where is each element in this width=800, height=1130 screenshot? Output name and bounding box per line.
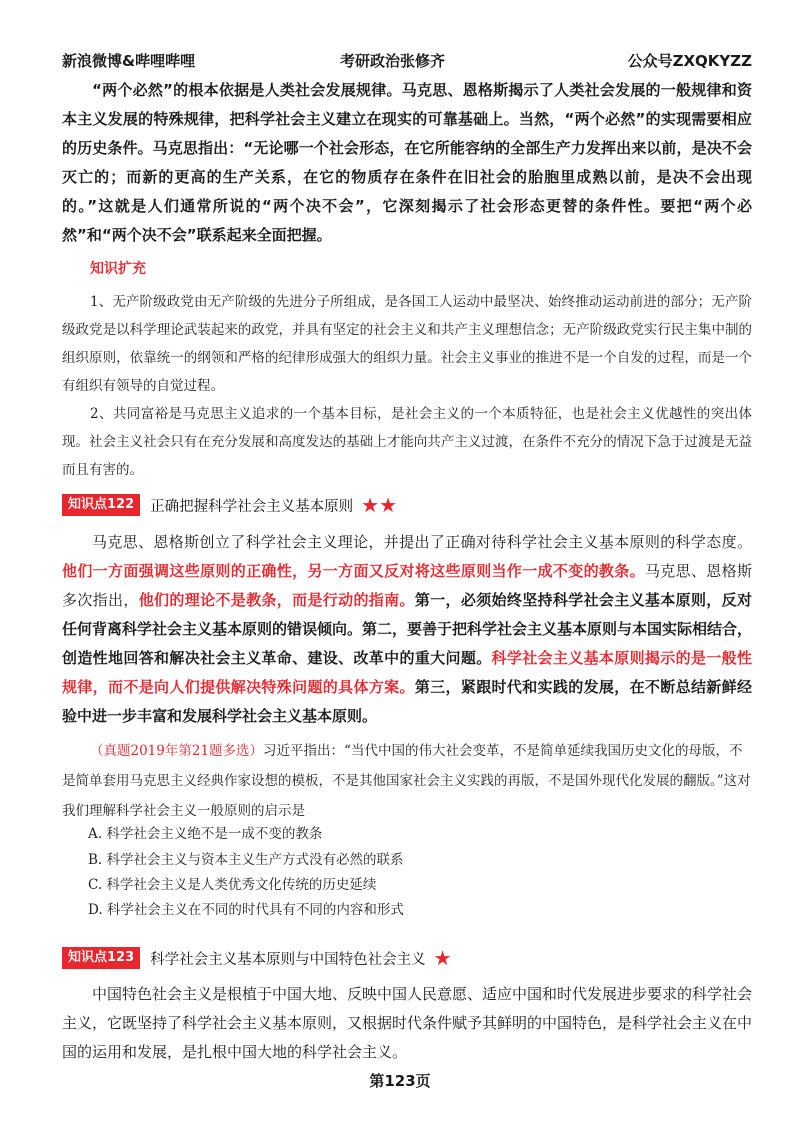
- option-b: B. 科学社会主义与资本主义生产方式没有必然的联系: [88, 852, 404, 868]
- question-stem: [62, 736, 752, 826]
- kp123-title: 科学社会主义基本原则与中国特色社会主义: [150, 951, 426, 968]
- kp122-title: 正确把握科学社会主义基本原则: [150, 498, 354, 515]
- header-author: 考研政治张修齐: [340, 52, 446, 70]
- knowledge-point-123-header: [62, 946, 452, 970]
- intro-quote: “无论哪一个社会形态，在它所能容纳的全部生产力发挥出来以前，是决不会灭亡的；而新的更高的生产关系，在它的物质存在条件在旧社会的胎胞里成熟以前，是决不会出现的。”: [62, 139, 752, 215]
- intro-paragraph: [62, 76, 752, 250]
- kp123-star-icon: ★: [433, 946, 452, 970]
- kp122-tag: 知识点122: [62, 494, 140, 516]
- expansion-item-1: 1、无产阶级政党由无产阶级的先进分子所组成，是各国工人运动中最坚决、始终推动运动前进的部分；无产阶级政党是以科学理论武装起来的政党，并具有坚定的社会主义和共产主义理想信念；无产阶级政党实行民主集中制的组织原则，依靠统一的纲领和严格的纪律形成强大的组织力量。社会主义事业的推进不是一个自发的过程，而是一个有组织有领导的自觉过程。: [62, 294, 752, 394]
- option-d: D. 科学社会主义在不同的时代具有不同的内容和形式: [88, 902, 404, 918]
- kp122-paragraph: [62, 528, 752, 731]
- header-wechat-account: 公众号ZXQKYZZ: [627, 52, 752, 70]
- knowledge-point-122-header: [62, 493, 397, 517]
- expansion-item-2: 2、共同富裕是马克思主义追求的一个基本目标，是社会主义的一个本质特征，也是社会主义优越性的突出体现。社会主义社会只有在充分发展和高度发达的基础上才能向共产主义过渡，在条件不充分的情况下急于过渡是无益而且有害的。: [62, 406, 752, 478]
- header-weibo-bilibili: 新浪微博&哔哩哔哩: [62, 52, 196, 70]
- kp123-paragraph: 中国特色社会主义是根植于中国大地、反映中国人民意愿、适应中国和时代发展进步要求的科学社会主义，它既坚持了科学社会主义基本原则，又根据时代条件赋予其鲜明的中国特色，是科学社会主义在中国的运用和发展，是扎根中国大地的科学社会主义。: [62, 985, 753, 1061]
- kp122-c: 马克思、恩格斯多次指出，: [62, 562, 752, 609]
- kp123-tag: 知识点123: [62, 947, 140, 969]
- question-source: （真题2019年第21题多选）: [90, 743, 264, 759]
- intro-s3: 这就是人们通常所说的“两个决不会”，它深刻揭示了社会形态更替的条件性。要把“两个必然”和“两个决不会”联系起来全面把握。: [62, 197, 752, 244]
- kp122-a: 马克思、恩格斯创立了科学社会主义理论，并提出了正确对待科学社会主义基本原则的科学态度。: [92, 533, 752, 551]
- page-header: [62, 50, 752, 72]
- kp122-g: 第三，紧跟时代和实践的发展，在不断总结新鲜经验中进一步丰富和发展科学社会主义基本原则。: [62, 678, 752, 725]
- option-c: C. 科学社会主义是人类优秀文化传统的历史延续: [88, 877, 377, 893]
- kp122-f: 科学社会主义基本原则揭示的是一般性规律，而不是向人们提供解决特殊问题的具体方案。: [62, 649, 752, 696]
- page-number: 第123页: [369, 1072, 431, 1090]
- kp122-e: 第一，必须始终坚持科学社会主义基本原则，反对任何背离科学社会主义基本原则的错误倾向。第二，要善于把科学社会主义基本原则与本国实际相结合，创造性地回答和解决社会主义革命、建设、改革中的重大问题。: [62, 591, 753, 667]
- kp122-b: 他们一方面强调这些原则的正确性，另一方面又反对将这些原则当作一成不变的教条。: [62, 562, 645, 580]
- knowledge-expansion-heading: 知识扩充: [90, 261, 146, 277]
- option-a: A. 科学社会主义绝不是一成不变的教条: [88, 826, 323, 842]
- question-text: 习近平指出：“当代中国的伟大社会变革，不是简单延续我国历史文化的母版，不是简单套用马克思主义经典作家设想的模板，不是其他国家社会主义实践的再版，不是国外现代化发展的翻版。”这对我们理解科学社会主义一般原则的启示是: [62, 743, 751, 819]
- kp122-stars-icon: ★★: [361, 493, 397, 517]
- kp122-d: 他们的理论不是教条，而是行动的指南。: [138, 591, 415, 609]
- intro-s1: “两个必然”的根本依据是人类社会发展规律。马克思、恩格斯揭示了人类社会发展的一般规律和资本主义发展的特殊规律，把科学社会主义建立在现实的可靠基础上。当然，“两个必然”的实现需要相应的历史条件。马克思指出：: [62, 81, 752, 157]
